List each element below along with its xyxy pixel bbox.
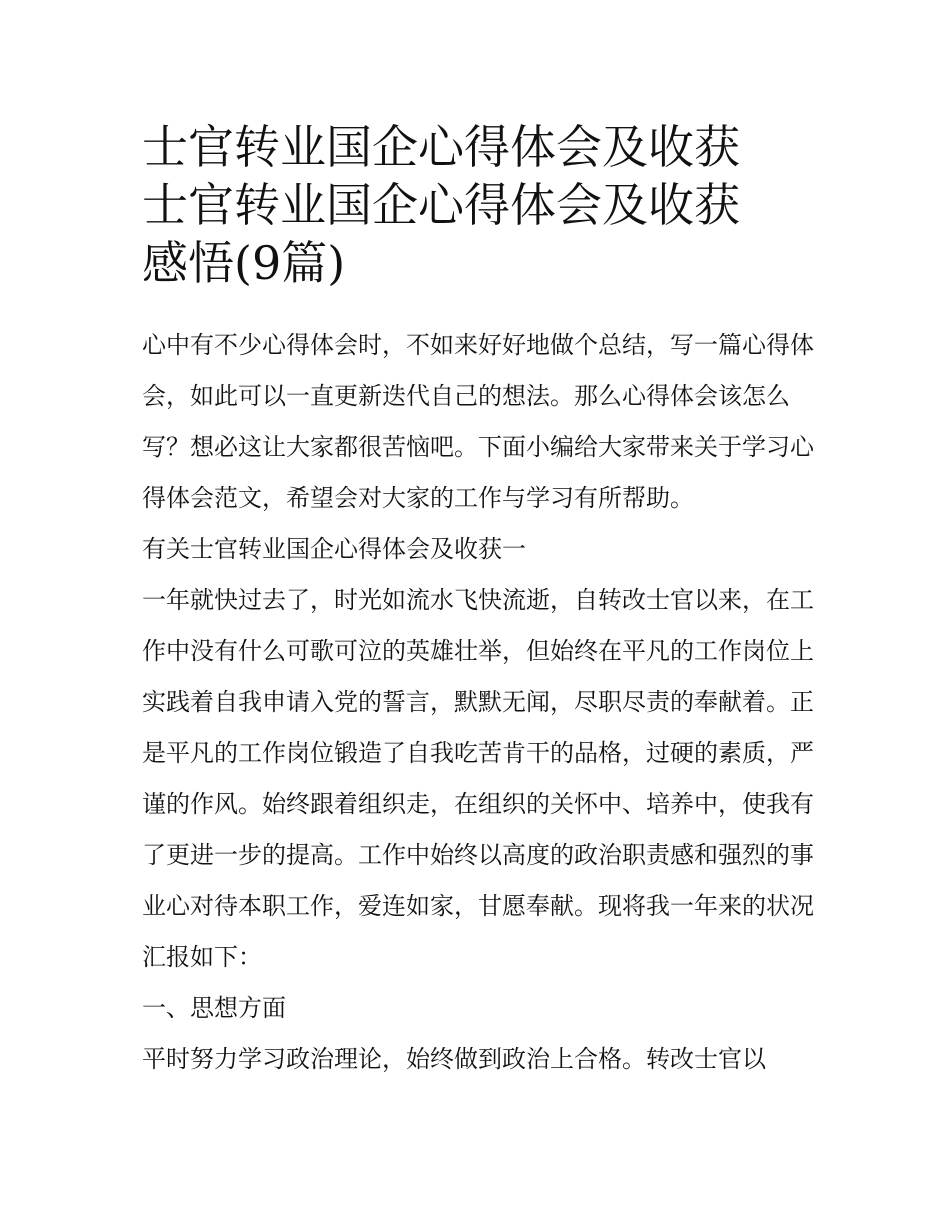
title-line-3: 感悟(9篇) bbox=[142, 236, 346, 290]
document-title bbox=[142, 118, 802, 292]
section-title: 有关士官转业国企心得体会及收获一 bbox=[142, 535, 526, 563]
document-content bbox=[142, 118, 822, 1085]
title-line-1: 士官转业国企心得体会及收获 bbox=[142, 120, 740, 174]
section-paragraph: 一年就快过去了，时光如流水飞快流逝，自转改士官以来，在工作中没有什么可歌可泣的英雄壮举，但始终在平凡的工作岗位上实践着自我申请入党的誓言，默默无闻，尽职尽责的奉献着。正是平凡的工作岗位锻造了自我吃苦肯干的品格，过硬的素质，严谨的作风。始终跟着组织走，在组织的关怀中、培养中，使我有了更进一步的提高。工作中始终以高度的政治职责感和强烈的事业心对待本职工作，爱连如家，甘愿奉献。现将我一年来的状况汇报如下： bbox=[142, 586, 814, 971]
intro-paragraph: 心中有不少心得体会时，不如来好好地做个总结，写一篇心得体会，如此可以一直更新迭代自己的想法。那么心得体会该怎么写？想必这让大家都很苦恼吧。下面小编给大家带来关于学习心得体会范文，希望会对大家的工作与学习有所帮助。 bbox=[142, 331, 814, 512]
title-line-2: 士官转业国企心得体会及收获 bbox=[142, 178, 740, 232]
subheading: 一、思想方面 bbox=[142, 994, 286, 1022]
last-paragraph: 平时努力学习政治理论，始终做到政治上合格。转改士官以 bbox=[142, 1045, 766, 1073]
document-body bbox=[142, 320, 814, 1085]
